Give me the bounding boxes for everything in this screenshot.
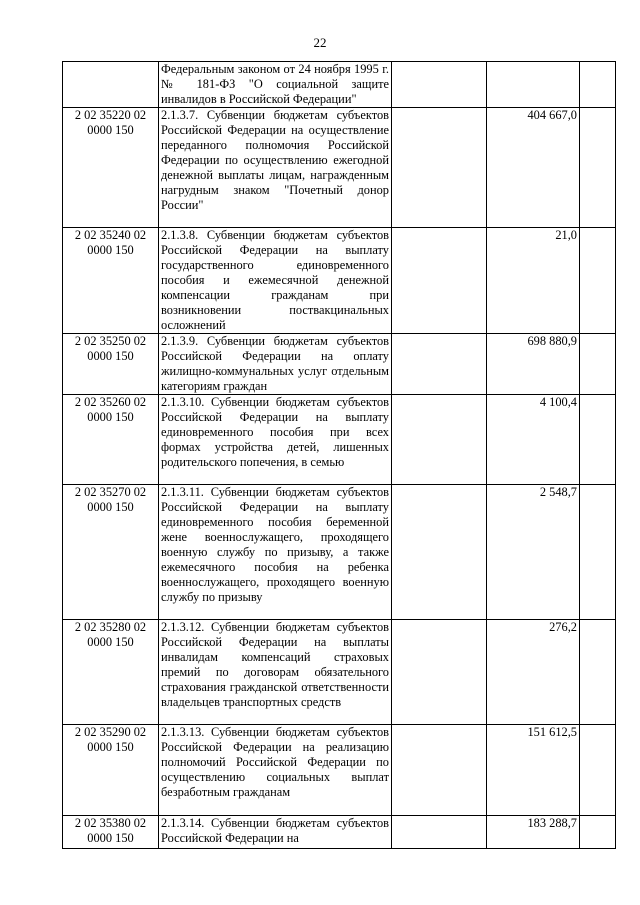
row-amount: 698 880,9	[487, 334, 580, 395]
row-description: 2.1.3.13. Субвенции бюджетам субъектов Российской Федерации на реализацию полномочий Российской Федерации по осуществлению социальных выплат безработным гражданам	[159, 725, 392, 816]
row-description: 2.1.3.7. Субвенции бюджетам субъектов Российской Федерации на осуществление переданного полномочия Российской Федерации по осуществлению ежегодной денежной выплаты лицам, награжденным нагрудным знаком "Почетный донор России"	[159, 108, 392, 228]
row-description: Федеральным законом от 24 ноября 1995 г. № 181-ФЗ "О социальной защите инвалидов в Российской Федерации"	[159, 62, 392, 108]
row-amount: 276,2	[487, 620, 580, 725]
row-amount: 183 288,7	[487, 816, 580, 849]
empty-cell	[580, 228, 616, 334]
empty-cell	[580, 725, 616, 816]
empty-cell	[580, 620, 616, 725]
budget-table	[62, 61, 616, 849]
row-code: 2 02 35220 02 0000 150	[63, 108, 159, 228]
row-code	[63, 62, 159, 108]
empty-cell	[392, 62, 487, 108]
row-description: 2.1.3.12. Субвенции бюджетам субъектов Российской Федерации на выплаты инвалидам компенсаций страховых премий по договорам обязательного страхования гражданской ответственности владельцев транспортных средств	[159, 620, 392, 725]
row-amount: 4 100,4	[487, 395, 580, 485]
table-row	[63, 334, 616, 395]
table-row	[63, 62, 616, 108]
empty-cell	[392, 395, 487, 485]
row-amount: 21,0	[487, 228, 580, 334]
row-amount: 151 612,5	[487, 725, 580, 816]
table-row	[63, 395, 616, 485]
table-row	[63, 725, 616, 816]
row-amount: 2 548,7	[487, 485, 580, 620]
table-row	[63, 485, 616, 620]
empty-cell	[580, 62, 616, 108]
table-row	[63, 228, 616, 334]
empty-cell	[392, 485, 487, 620]
empty-cell	[392, 334, 487, 395]
empty-cell	[580, 816, 616, 849]
empty-cell	[392, 725, 487, 816]
row-code: 2 02 35290 02 0000 150	[63, 725, 159, 816]
row-description: 2.1.3.9. Субвенции бюджетам субъектов Российской Федерации на оплату жилищно-коммунальных услуг отдельным категориям граждан	[159, 334, 392, 395]
empty-cell	[392, 228, 487, 334]
empty-cell	[392, 108, 487, 228]
empty-cell	[392, 816, 487, 849]
row-code: 2 02 35250 02 0000 150	[63, 334, 159, 395]
row-code: 2 02 35270 02 0000 150	[63, 485, 159, 620]
row-description: 2.1.3.10. Субвенции бюджетам субъектов Российской Федерации на выплату единовременного пособия при всех формах устройства детей, лишенных родительского попечения, в семью	[159, 395, 392, 485]
row-amount: 404 667,0	[487, 108, 580, 228]
table-row	[63, 816, 616, 849]
table-row	[63, 620, 616, 725]
empty-cell	[580, 395, 616, 485]
row-code: 2 02 35280 02 0000 150	[63, 620, 159, 725]
row-code: 2 02 35260 02 0000 150	[63, 395, 159, 485]
row-description: 2.1.3.14. Субвенции бюджетам субъектов Российской Федерации на	[159, 816, 392, 849]
row-amount	[487, 62, 580, 108]
empty-cell	[580, 334, 616, 395]
row-code: 2 02 35380 02 0000 150	[63, 816, 159, 849]
row-description: 2.1.3.8. Субвенции бюджетам субъектов Российской Федерации на выплату государственного единовременного пособия и ежемесячной денежной компенсации гражданам при возникновении поствакцинальных осложнений	[159, 228, 392, 334]
empty-cell	[580, 485, 616, 620]
row-description: 2.1.3.11. Субвенции бюджетам субъектов Российской Федерации на выплату единовременного пособия беременной жене военнослужащего, проходящего военную службу по призыву, а также ежемесячного пособия на ребенка военнослужащего, проходящего военную службу по призыву	[159, 485, 392, 620]
page-number: 22	[313, 35, 327, 50]
empty-cell	[580, 108, 616, 228]
table-row	[63, 108, 616, 228]
empty-cell	[392, 620, 487, 725]
row-code: 2 02 35240 02 0000 150	[63, 228, 159, 334]
